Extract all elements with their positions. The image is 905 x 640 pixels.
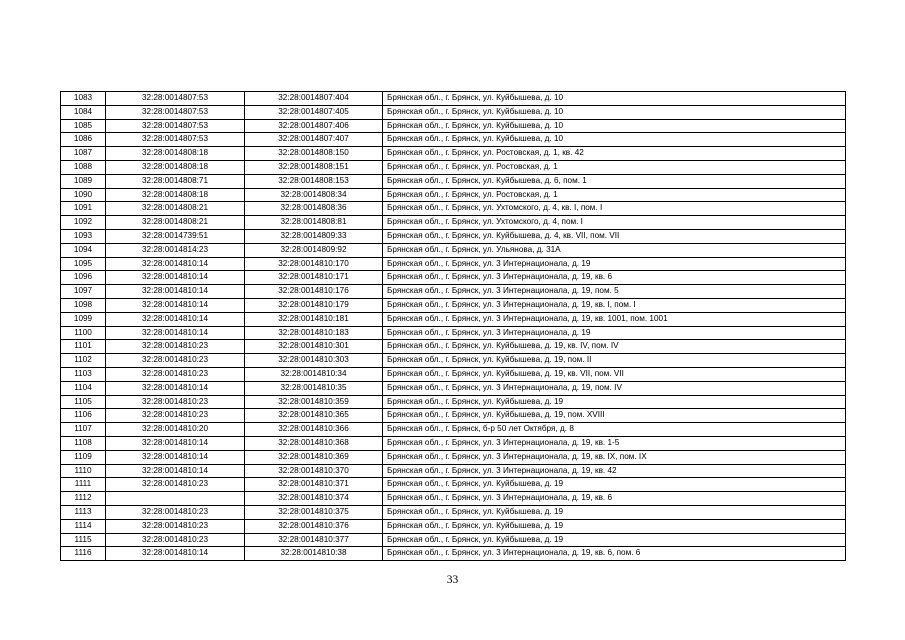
object-cadastral-number-cell: 32:28:0014808:34	[245, 188, 383, 202]
table-row	[61, 367, 846, 381]
address-cell: Брянская обл., г. Брянск, ул. Куйбышева, д. 10	[383, 133, 846, 147]
object-cadastral-number-cell: 32:28:0014810:170	[245, 257, 383, 271]
row-number-cell: 1109	[61, 450, 106, 464]
row-number-cell: 1094	[61, 243, 106, 257]
address-cell: Брянская обл., г. Брянск, ул. Куйбышева, д. 19	[383, 533, 846, 547]
address-cell: Брянская обл., г. Брянск, ул. Куйбышева, д. 19	[383, 519, 846, 533]
row-number-cell: 1112	[61, 492, 106, 506]
land-cadastral-number-cell: 32:28:0014808:21	[106, 216, 245, 230]
land-cadastral-number-cell: 32:28:0014810:23	[106, 340, 245, 354]
land-cadastral-number-cell: 32:28:0014810:23	[106, 478, 245, 492]
row-number-cell: 1083	[61, 92, 106, 106]
table-row	[61, 436, 846, 450]
row-number-cell: 1103	[61, 367, 106, 381]
table-row	[61, 547, 846, 561]
land-cadastral-number-cell: 32:28:0014807:53	[106, 119, 245, 133]
object-cadastral-number-cell: 32:28:0014810:365	[245, 409, 383, 423]
table-row	[61, 243, 846, 257]
object-cadastral-number-cell: 32:28:0014810:377	[245, 533, 383, 547]
address-cell: Брянская обл., г. Брянск, ул. Ульянова, д. 31А	[383, 243, 846, 257]
table-row	[61, 326, 846, 340]
cadastral-table	[60, 91, 846, 561]
row-number-cell: 1102	[61, 354, 106, 368]
address-cell: Брянская обл., г. Брянск, ул. Ухтомского, д. 4, кв. I, пом. I	[383, 202, 846, 216]
address-cell: Брянская обл., г. Брянск, ул. 3 Интернационала, д. 19, пом. IV	[383, 381, 846, 395]
object-cadastral-number-cell: 32:28:0014808:151	[245, 160, 383, 174]
land-cadastral-number-cell: 32:28:0014808:18	[106, 147, 245, 161]
address-cell: Брянская обл., г. Брянск, ул. Куйбышева, д. 10	[383, 105, 846, 119]
land-cadastral-number-cell: 32:28:0014810:23	[106, 409, 245, 423]
object-cadastral-number-cell: 32:28:0014810:181	[245, 312, 383, 326]
land-cadastral-number-cell: 32:28:0014810:23	[106, 367, 245, 381]
address-cell: Брянская обл., г. Брянск, ул. Ростовская, д. 1	[383, 188, 846, 202]
object-cadastral-number-cell: 32:28:0014808:153	[245, 174, 383, 188]
object-cadastral-number-cell: 32:28:0014808:150	[245, 147, 383, 161]
address-cell: Брянская обл., г. Брянск, ул. Ростовская, д. 1	[383, 160, 846, 174]
address-cell: Брянская обл., г. Брянск, ул. 3 Интернационала, д. 19	[383, 326, 846, 340]
object-cadastral-number-cell: 32:28:0014810:301	[245, 340, 383, 354]
row-number-cell: 1098	[61, 298, 106, 312]
object-cadastral-number-cell: 32:28:0014810:303	[245, 354, 383, 368]
row-number-cell: 1084	[61, 105, 106, 119]
table-row	[61, 312, 846, 326]
table-row	[61, 423, 846, 437]
table-row	[61, 133, 846, 147]
object-cadastral-number-cell: 32:28:0014810:34	[245, 367, 383, 381]
table-row	[61, 354, 846, 368]
table-row	[61, 257, 846, 271]
row-number-cell: 1095	[61, 257, 106, 271]
table-row	[61, 202, 846, 216]
land-cadastral-number-cell: 32:28:0014807:53	[106, 133, 245, 147]
object-cadastral-number-cell: 32:28:0014810:35	[245, 381, 383, 395]
address-cell: Брянская обл., г. Брянск, ул. 3 Интернационала, д. 19, пом. 5	[383, 285, 846, 299]
row-number-cell: 1107	[61, 423, 106, 437]
table-row	[61, 188, 846, 202]
row-number-cell: 1110	[61, 464, 106, 478]
table-row	[61, 381, 846, 395]
table-row	[61, 119, 846, 133]
row-number-cell: 1104	[61, 381, 106, 395]
object-cadastral-number-cell: 32:28:0014808:81	[245, 216, 383, 230]
address-cell: Брянская обл., г. Брянск, ул. 3 Интернационала, д. 19, кв. 42	[383, 464, 846, 478]
address-cell: Брянская обл., г. Брянск, ул. Куйбышева, д. 10	[383, 92, 846, 106]
object-cadastral-number-cell: 32:28:0014807:405	[245, 105, 383, 119]
land-cadastral-number-cell: 32:28:0014810:14	[106, 326, 245, 340]
address-cell: Брянская обл., г. Брянск, ул. 3 Интернационала, д. 19, кв. 1-5	[383, 436, 846, 450]
land-cadastral-number-cell: 32:28:0014810:14	[106, 381, 245, 395]
table-row	[61, 533, 846, 547]
row-number-cell: 1086	[61, 133, 106, 147]
land-cadastral-number-cell: 32:28:0014810:14	[106, 450, 245, 464]
address-cell: Брянская обл., г. Брянск, ул. Куйбышева, д. 19, пом. XVIII	[383, 409, 846, 423]
table-row	[61, 147, 846, 161]
object-cadastral-number-cell: 32:28:0014810:374	[245, 492, 383, 506]
table-row	[61, 478, 846, 492]
object-cadastral-number-cell: 32:28:0014810:183	[245, 326, 383, 340]
land-cadastral-number-cell	[106, 492, 245, 506]
object-cadastral-number-cell: 32:28:0014807:404	[245, 92, 383, 106]
object-cadastral-number-cell: 32:28:0014810:171	[245, 271, 383, 285]
row-number-cell: 1087	[61, 147, 106, 161]
land-cadastral-number-cell: 32:28:0014807:53	[106, 92, 245, 106]
table-row	[61, 464, 846, 478]
land-cadastral-number-cell: 32:28:0014810:23	[106, 519, 245, 533]
row-number-cell: 1089	[61, 174, 106, 188]
land-cadastral-number-cell: 32:28:0014810:23	[106, 395, 245, 409]
row-number-cell: 1115	[61, 533, 106, 547]
address-cell: Брянская обл., г. Брянск, ул. 3 Интернационала, д. 19, кв. 6	[383, 271, 846, 285]
row-number-cell: 1090	[61, 188, 106, 202]
row-number-cell: 1114	[61, 519, 106, 533]
object-cadastral-number-cell: 32:28:0014809:92	[245, 243, 383, 257]
row-number-cell: 1100	[61, 326, 106, 340]
table-row	[61, 216, 846, 230]
land-cadastral-number-cell: 32:28:0014807:53	[106, 105, 245, 119]
page-number: 33	[446, 574, 459, 586]
address-cell: Брянская обл., г. Брянск, ул. Куйбышева, д. 19, кв. VII, пом. VII	[383, 367, 846, 381]
table-row	[61, 298, 846, 312]
address-cell: Брянская обл., г. Брянск, ул. 3 Интернационала, д. 19, кв. 1001, пом. 1001	[383, 312, 846, 326]
land-cadastral-number-cell: 32:28:0014810:14	[106, 547, 245, 561]
land-cadastral-number-cell: 32:28:0014810:14	[106, 285, 245, 299]
object-cadastral-number-cell: 32:28:0014810:369	[245, 450, 383, 464]
address-cell: Брянская обл., г. Брянск, ул. Куйбышева, д. 19, пом. II	[383, 354, 846, 368]
address-cell: Брянская обл., г. Брянск, ул. 3 Интернационала, д. 19, кв. 6, пом. 6	[383, 547, 846, 561]
row-number-cell: 1113	[61, 505, 106, 519]
address-cell: Брянская обл., г. Брянск, ул. Куйбышева, д. 10	[383, 119, 846, 133]
land-cadastral-number-cell: 32:28:0014810:20	[106, 423, 245, 437]
row-number-cell: 1108	[61, 436, 106, 450]
address-cell: Брянская обл., г. Брянск, ул. 3 Интернационала, д. 19, кв. 6	[383, 492, 846, 506]
address-cell: Брянская обл., г. Брянск, б-р 50 лет Октября, д. 8	[383, 423, 846, 437]
land-cadastral-number-cell: 32:28:0014739:51	[106, 229, 245, 243]
row-number-cell: 1111	[61, 478, 106, 492]
object-cadastral-number-cell: 32:28:0014810:371	[245, 478, 383, 492]
row-number-cell: 1101	[61, 340, 106, 354]
land-cadastral-number-cell: 32:28:0014810:14	[106, 257, 245, 271]
address-cell: Брянская обл., г. Брянск, ул. Куйбышева, д. 19	[383, 505, 846, 519]
row-number-cell: 1099	[61, 312, 106, 326]
row-number-cell: 1097	[61, 285, 106, 299]
land-cadastral-number-cell: 32:28:0014808:18	[106, 160, 245, 174]
row-number-cell: 1092	[61, 216, 106, 230]
object-cadastral-number-cell: 32:28:0014810:375	[245, 505, 383, 519]
land-cadastral-number-cell: 32:28:0014808:71	[106, 174, 245, 188]
object-cadastral-number-cell: 32:28:0014810:179	[245, 298, 383, 312]
table-row	[61, 409, 846, 423]
table-row	[61, 271, 846, 285]
table-row	[61, 174, 846, 188]
table-row	[61, 492, 846, 506]
table-row	[61, 105, 846, 119]
row-number-cell: 1096	[61, 271, 106, 285]
row-number-cell: 1106	[61, 409, 106, 423]
address-cell: Брянская обл., г. Брянск, ул. 3 Интернационала, д. 19	[383, 257, 846, 271]
table-row	[61, 340, 846, 354]
table-row	[61, 395, 846, 409]
table-row	[61, 92, 846, 106]
land-cadastral-number-cell: 32:28:0014808:21	[106, 202, 245, 216]
row-number-cell: 1091	[61, 202, 106, 216]
land-cadastral-number-cell: 32:28:0014810:14	[106, 464, 245, 478]
table-row	[61, 229, 846, 243]
address-cell: Брянская обл., г. Брянск, ул. Куйбышева, д. 19	[383, 478, 846, 492]
row-number-cell: 1105	[61, 395, 106, 409]
land-cadastral-number-cell: 32:28:0014810:14	[106, 271, 245, 285]
object-cadastral-number-cell: 32:28:0014810:359	[245, 395, 383, 409]
land-cadastral-number-cell: 32:28:0014810:23	[106, 505, 245, 519]
address-cell: Брянская обл., г. Брянск, ул. 3 Интернационала, д. 19, кв. IX, пом. IX	[383, 450, 846, 464]
table-row	[61, 285, 846, 299]
address-cell: Брянская обл., г. Брянск, ул. Куйбышева, д. 19, кв. IV, пом. IV	[383, 340, 846, 354]
land-cadastral-number-cell: 32:28:0014810:23	[106, 354, 245, 368]
object-cadastral-number-cell: 32:28:0014807:406	[245, 119, 383, 133]
object-cadastral-number-cell: 32:28:0014808:36	[245, 202, 383, 216]
object-cadastral-number-cell: 32:28:0014807:407	[245, 133, 383, 147]
table-body	[61, 92, 846, 561]
object-cadastral-number-cell: 32:28:0014810:376	[245, 519, 383, 533]
object-cadastral-number-cell: 32:28:0014809:33	[245, 229, 383, 243]
address-cell: Брянская обл., г. Брянск, ул. Куйбышева, д. 6, пом. 1	[383, 174, 846, 188]
address-cell: Брянская обл., г. Брянск, ул. Ухтомского, д. 4, пом. I	[383, 216, 846, 230]
land-cadastral-number-cell: 32:28:0014810:14	[106, 298, 245, 312]
land-cadastral-number-cell: 32:28:0014810:23	[106, 533, 245, 547]
row-number-cell: 1093	[61, 229, 106, 243]
object-cadastral-number-cell: 32:28:0014810:368	[245, 436, 383, 450]
object-cadastral-number-cell: 32:28:0014810:176	[245, 285, 383, 299]
land-cadastral-number-cell: 32:28:0014808:18	[106, 188, 245, 202]
land-cadastral-number-cell: 32:28:0014810:14	[106, 312, 245, 326]
row-number-cell: 1116	[61, 547, 106, 561]
address-cell: Брянская обл., г. Брянск, ул. 3 Интернационала, д. 19, кв. I, пом. I	[383, 298, 846, 312]
table-row	[61, 450, 846, 464]
address-cell: Брянская обл., г. Брянск, ул. Куйбышева, д. 19	[383, 395, 846, 409]
land-cadastral-number-cell: 32:28:0014810:14	[106, 436, 245, 450]
table-row	[61, 505, 846, 519]
row-number-cell: 1085	[61, 119, 106, 133]
object-cadastral-number-cell: 32:28:0014810:370	[245, 464, 383, 478]
table-row	[61, 160, 846, 174]
table-row	[61, 519, 846, 533]
object-cadastral-number-cell: 32:28:0014810:366	[245, 423, 383, 437]
row-number-cell: 1088	[61, 160, 106, 174]
object-cadastral-number-cell: 32:28:0014810:38	[245, 547, 383, 561]
address-cell: Брянская обл., г. Брянск, ул. Ростовская, д. 1, кв. 42	[383, 147, 846, 161]
land-cadastral-number-cell: 32:28:0014814:23	[106, 243, 245, 257]
address-cell: Брянская обл., г. Брянск, ул. Куйбышева, д. 4, кв. VII, пом. VII	[383, 229, 846, 243]
